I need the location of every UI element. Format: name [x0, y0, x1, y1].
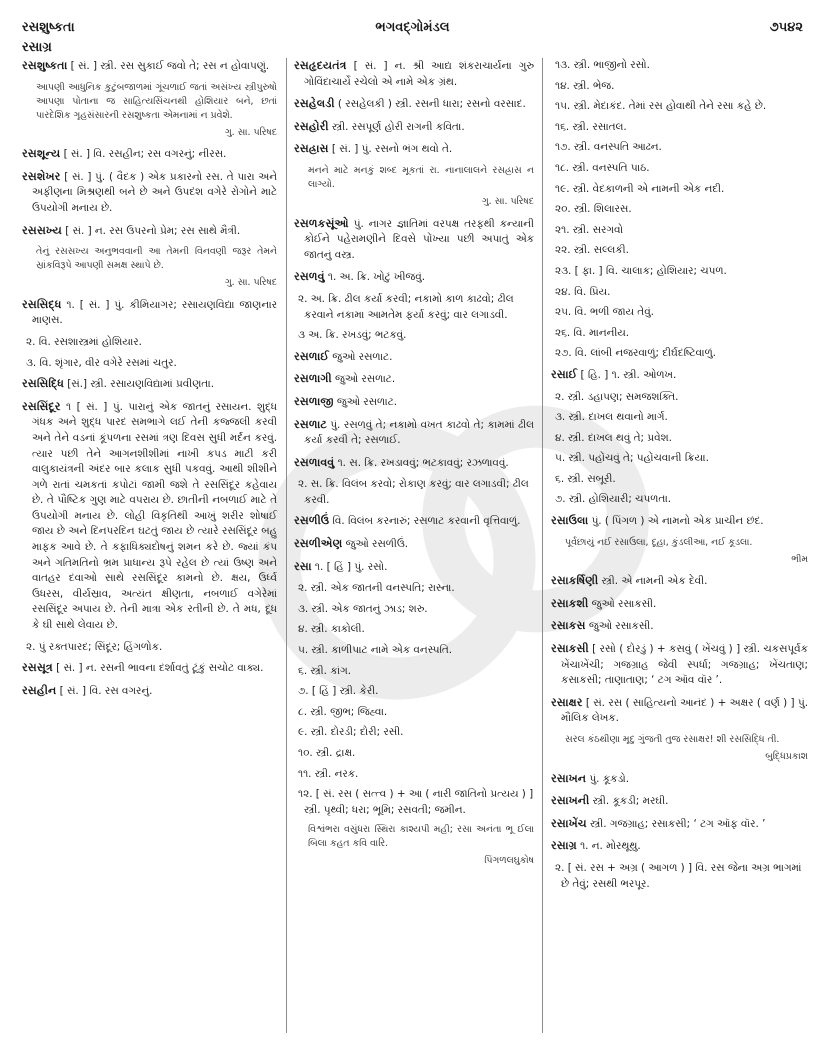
headword: રસળાજી [294, 394, 334, 408]
dictionary-entry [551, 367, 808, 384]
sense-line: ૩ અ. ક્રિ. રખડવું; ભટકવું. [298, 329, 407, 342]
headword: રસહૃદયતંત્ર [294, 59, 347, 72]
sense-line: ૨૨. સ્ત્રી. સલ્લકી. [555, 244, 629, 257]
dictionary-entry [22, 297, 277, 329]
definition: ૧. [ સં. ] પું. કીમિયાગર; રસાયણવિદ્યા જાણનાર માણસ. [32, 298, 277, 327]
dictionary-entry [22, 660, 277, 677]
dictionary-entry [294, 216, 534, 264]
dictionary-entry [294, 513, 534, 530]
column-middle [294, 58, 534, 1048]
dictionary-entry [294, 96, 534, 113]
citation-quote: સરલ કંઠથીણા મૃદુ ગુંજતી તુજ રસાક્ષર! શી રસસિદ્ધિ તી. [565, 734, 780, 745]
dictionary-entry [294, 349, 534, 366]
headword: રસહેલડી [294, 97, 335, 111]
sense-line: ૪. સ્ત્રી. કાકોલી. [298, 623, 365, 636]
page-number: ૭૫૪૨ [769, 20, 803, 35]
definition: જુઓ રસાકસી. [591, 597, 657, 610]
citation-quote: મનને માટે મનકું શબ્દ મૂકતાં રા. નાનાલાલને રસહ્રાસ ન લાગ્યો. [308, 164, 534, 190]
headword: રસાકસ [551, 619, 586, 633]
definition: સ્ત્રી. ગજગ્રાહ; રસાકસી; ‘ ટગ ઑફ વૉર. ’ [590, 817, 766, 830]
headword: રસળવું [294, 270, 325, 284]
citation-quote: આપણી આધુનિક કુટુંબજાળમાં ગૂંચળાઈ જતાં અસંખ્ય સ્ત્રીપુરુષો આપણા પોતાના જ સાહિત્યસિંચનથી હોશિયાર બને, છતાં પારદેશિક ગૃહસંસારની રસશુષ્કતા એમનામાં ન પ્રવેશે. [36, 81, 277, 121]
headword: રસસિદ્ધિ [22, 377, 64, 391]
definition: [ સં. ] ન. રસ ઉપરનો પ્રેમ; રસ સાથે મૈત્રી. [65, 224, 241, 237]
headword: રસળાગી [294, 372, 332, 386]
dictionary-entry [551, 641, 808, 689]
headword: રસળાઈ [294, 349, 329, 363]
citation-source: પિંગળલઘુકોષ [484, 855, 534, 867]
headword: રસાગ્ર [551, 839, 577, 853]
citation-source: બુદ્ધિપ્રકાશ [765, 751, 808, 762]
sense-line: ૨૪. વિ. પ્રિય. [555, 285, 611, 298]
sense-line: ૪. સ્ત્રી. દાખલ થવું તે; પ્રવેશ. [555, 431, 672, 444]
dictionary-entry [294, 559, 534, 576]
headword: રસશૂન્ય [22, 147, 61, 161]
headword: રસસિદ્ધ [22, 297, 62, 311]
dictionary-entry [294, 58, 534, 90]
definition: [ સં. ] વિ. રસહીન; રસ વગરનું; નીરસ. [63, 148, 227, 161]
definition: સ્ત્રી. રસપૂર્ણ હોરી રાગની કવિતા. [331, 120, 465, 133]
sense-line: ૨. સ. ક્રિ. વિલંબ કરવો; રોકાણ કરવું; વાર લગાડવી; ઢીલ કરવી. [298, 478, 529, 506]
sense-line: ૧૮. સ્ત્રી. વનસ્પતિ પાઠ. [555, 161, 650, 174]
sense-line: ૨. સ્ત્રી. એક જાતની વનસ્પતિ; રાસ્ના. [298, 582, 455, 595]
dictionary-entry [22, 399, 277, 634]
citation-source: ભીમ [791, 553, 808, 565]
sense-line: ૨. પું રક્તપારદ; સિંદૂર; હિંગળોક. [26, 640, 163, 653]
sense-line: ૧૨. [ સં. રસ ( સત્ત્વ ) + આ ( નારી જાતિનો પ્રત્યય ) ] સ્ત્રી. પૃથ્વી; ધરા; ભૂમિ; રસવતી; જમીન. [298, 788, 534, 816]
headword: રસહોરી [294, 119, 329, 133]
column-divider [286, 58, 287, 1033]
sense-line: ૮. સ્ત્રી. જીભ; જિહ્વા. [298, 705, 388, 718]
headword: રસાકસી [551, 642, 589, 656]
headword: રસાખેંચ [551, 816, 587, 830]
dictionary-entry [551, 771, 808, 788]
definition: [ સં. ] ન. શ્રી આદ્ય શંકરાચાર્યના ગુરુ ગોવિંદાચાર્યે રચેલો એ નામે એક ગ્રંથ. [304, 60, 534, 88]
headword: રસા [294, 559, 312, 573]
headword: રસાકર્ષિણી [551, 574, 599, 588]
definition: [ રસો ( દોરડું ) + કસવું ( ખેંચવું ) ] સ્ત્રી. ચકસપૂર્વક ખેંચાખેંચી; ગજગ્રાહ જેવી સ્પર્ધા; ગજગ્રાહ; ખેંચતાણ; કસાકસી; તાણાતાણ; ‘ ટગ ઑવ વૉર ’. [561, 643, 808, 687]
sense-line: ૧૯. સ્ત્રી. વેદકાળની એ નામની એક નદી. [555, 182, 725, 195]
sense-line: ૨૬. વિ. માનનીય. [555, 326, 630, 339]
citation-quote: તેનું રસસખ્ય અનુભવવાની આ તેમની વિનવણી જરૂર તેમને સ્રાંકવિરૂપે આપણી સમક્ષ સ્થાપે છે. [36, 246, 277, 272]
definition: ૧ [ સં. ] પું. પારાનું એક જાતનું રસાયન. શુદ્ધ ગંધક અને શુદ્ધ પારદ સમભાગે લઈ તેની કજ્જલી કરવી અને તેને વડનાં કૂંપળના રસમાં ત્રણ દિવસ સુધી મર્દન કરવું. ત્યાર પછી તેને આગનશીશીમાં નાખી કપડ માટી કરી વાલુકાયંત્રની અંદર બાર કલાક સુધી પકવવું. આથી શીશીને ગળે રાતાં ચમકતાં કપોટાં જામી જશે તે રસસિંદૂર કહેવાય છે. તે પૌષ્ટિક ગુણ માટે વપરાય છે. છાતીની નબળાઈ માટે તે ઉપયોગી મનાય છે. લોહી વિકૃતિથી આખું શરીર શોષાઈ જાય છે અને દિનપરદિન ઘટતું જાય છે ત્યારે રસસિંદૂર બહુ માફક આવે છે. તે કફાધિક્યદોષનું શમન કરે છે. જ્યાં કંપ અને ગતિમતિનો ભ્રમ પ્રાધાન્ય રૂપે રહેલ છે ત્યાં ઉષ્ણ અને વાતહર દવાઓ સાથે રસસિંદૂર કામનો છે. ક્ષય, ઉર્ધ્વ ઉધરસ, વીર્યસ્રાવ, અત્યંત ક્ષીણતા, નબળાઈ વગેરેમાં રસસિંદૂર અપાય છે. તેની માત્રા એક રતીની છે. તે મધ, દૂધ કે ઘી સાથે લેવાય છે. [32, 400, 277, 632]
sense-line: ૧૦. સ્ત્રી. દ્રાક્ષ. [298, 747, 356, 759]
sense-line: ૧૭. સ્ત્રી. વનસ્પતિ આઢન. [555, 141, 662, 154]
sense-line: ૭. સ્ત્રી. હોશિયારી; ચપળતા. [555, 493, 672, 506]
dictionary-entry [551, 513, 808, 530]
headword: રસાક્ષર [551, 695, 583, 709]
dictionary-entry [294, 417, 534, 449]
headword: રસળીએણ [294, 537, 343, 551]
dictionary-entry [294, 141, 534, 158]
definition: [ સં. ] ન. રસની ભાવના દર્શાવતું ટૂંકું સચોટ વાક્ય. [56, 662, 264, 675]
dictionary-columns [22, 58, 808, 1048]
dictionary-entry [294, 536, 534, 553]
sense-line: ૧૬. સ્ત્રી. રસાતલ. [555, 120, 627, 133]
sense-line: ૫. સ્ત્રી. પહોંચવું તે; પહોંચવાની ક્રિયા. [555, 452, 709, 465]
sense-line: ૬. સ્ત્રી. સબૂરી. [555, 472, 616, 485]
definition: પું. ( પિંગળ ) એ નામનો એક પ્રાચીન છંદ. [591, 515, 764, 528]
definition: ૧. અ. ક્રિ. ખોટું ખીજવું. [327, 271, 426, 284]
sense-line: ૨૩. [ ફા. ] વિ. ચાલાક; હોશિયાર; ચપળ. [555, 264, 727, 277]
dictionary-entry [22, 223, 277, 240]
page-header [22, 14, 803, 54]
dictionary-entry [22, 169, 277, 217]
headword: રસાખની [551, 794, 590, 808]
dictionary-entry [22, 683, 277, 700]
definition: પું. કૂકડો. [589, 772, 630, 785]
definition: [ સં. ] વિ. રસ વગરનું. [59, 684, 153, 697]
sense-line: ૯. સ્ત્રી. દોરડી; દોરી; રસી. [298, 726, 404, 739]
definition: ૧. ન. મોરથૂથુ. [580, 840, 641, 853]
definition: સ્ત્રી. એ નામની એક દેવી. [601, 575, 708, 588]
definition: જુઓ રસળાટ. [332, 350, 393, 363]
citation-source: ગુ. સા. પરિષદ [224, 126, 277, 138]
headword: રસશેખર [22, 169, 61, 183]
headword: રસળાવવું [294, 455, 335, 469]
dictionary-entry [294, 269, 534, 286]
definition: સ્ત્રી. કૂકડી; મરઘી. [592, 795, 669, 808]
definition: વિ. વિલંબ કરનારું; રસળાટ કરવાની વૃત્તિવાળું. [332, 515, 521, 528]
definition: [ સં. ] પું. ( વૈદક ) એક પ્રકારનો રસ. તે પારા અને અફીણના મિશ્રણથી બને છે અને ઉપદંશ વગેરે રોગોને માટે ઉપયોગી મનાય છે. [32, 170, 277, 214]
sense-line: ૧૪. સ્ત્રી. ભેજ. [555, 79, 615, 92]
definition: પું. રસળવું તે; નકામો વખત કાઢવો તે; કામમાં ઢીલ કર્યા કરવી તે; રસળાઈ. [304, 418, 534, 447]
headword: રસસખ્ય [22, 223, 62, 237]
sense-line: ૧૩. સ્ત્રી. ભાજીનો રસો. [555, 59, 650, 71]
sense-line: ૨. સ્ત્રી. ડહાપણ; સમજશક્તિ. [555, 390, 679, 403]
sense-line: ૨. અ. ક્રિ. ઢીલ કર્યા કરવી; નકામો કાળ કાઢવો; ઢીલ કરવાને નકામા આમતેમ ફર્યા કરવું; વાર લગાડવી. [298, 292, 514, 321]
sense-line: ૧૧. સ્ત્રી. નરક. [298, 767, 359, 780]
sense-line: ૩. સ્ત્રી. એક જાતનું ઝાડ; શરુ. [298, 602, 428, 615]
dictionary-entry [294, 119, 534, 136]
definition: ( રસહેલકી ) સ્ત્રી. રસની ધારા; રસનો વરસાદ. [337, 98, 526, 111]
definition: જુઓ રસળીઉં. [345, 538, 409, 551]
citation-quote: પૂર્વછાયું નઈ રસાઉલા, દૂહા, કુંડલીઆ, નઈ કૂડલા. [565, 536, 753, 548]
running-title: ભગવદ્ગોમંડલ [375, 20, 450, 35]
headword: રસળકસૂંઓ [294, 216, 349, 230]
guide-word-first: રસશુષ્કતા [22, 20, 75, 35]
headword: રસસિંદૂર [22, 399, 61, 413]
headword: રસહીન [22, 683, 57, 697]
headword: રસસૂત્ર [22, 661, 53, 675]
definition: ૧. સ. ક્રિ. રખડાવવું; ભટકાવવું; રઝળાવવું. [337, 456, 509, 469]
sense-line: ૨૦. સ્ત્રી. શિલારસ. [555, 203, 632, 216]
headword: રસાઉલા [551, 514, 589, 528]
definition: જુઓ રસળાટ. [336, 395, 398, 408]
definition: જુઓ રસળાટ. [335, 373, 396, 386]
dictionary-entry [294, 371, 534, 388]
dictionary-entry [551, 573, 808, 590]
citation-source: ગુ. સા. પરિષદ [224, 277, 277, 289]
definition: ૧. [ હિં ] પું. રસો. [314, 560, 388, 573]
dictionary-entry [22, 376, 277, 393]
dictionary-entry [22, 146, 277, 163]
sense-line: ૧૫. સ્ત્રી. મેદાકંદ. તેમાં રસ હોવાથી તેને રસા કહે છે. [555, 100, 767, 113]
dictionary-entry [294, 455, 534, 472]
headword: રસહ્રાસ [294, 142, 329, 156]
sense-line: ૬. સ્ત્રી. કાંગ. [298, 664, 352, 677]
dictionary-entry [551, 618, 808, 635]
definition: [ સં. ] સ્ત્રી. રસ સુકાઈ જવો તે; રસ ન હોવાપણું. [70, 60, 270, 72]
definition: પું. નાગર જ્ઞાતિમાં વરપક્ષ તરફથી કન્યાની કોઈને પહેરામણીને દિવસે પોંખ્યા પછી અપાતું એક જાતનું વસ્ત્ર. [304, 217, 534, 261]
sense-line: ૨. [ સં. રસ + અગ્ર ( આગળ ) ] વિ. રસ જેના અગ્ર ભાગમાં છે તેવું; રસથી ભરપૂર. [555, 861, 802, 890]
definition: જુઓ રસાકસી. [588, 620, 654, 633]
dictionary-entry [551, 695, 808, 727]
citation-source: ગુ. સા. પરિષદ [481, 195, 534, 207]
dictionary-entry [551, 816, 808, 833]
sense-line: ૨. વિ. રસશાસ્ત્રમાં હોશિયાર. [26, 335, 142, 348]
headword: રસશુષ્કતા [22, 59, 68, 72]
column-divider [542, 58, 543, 1033]
dictionary-entry [551, 838, 808, 855]
headword: રસાઈ [551, 367, 578, 381]
column-right [551, 58, 808, 1048]
headword: રસળીઉં [294, 514, 330, 528]
dictionary-entry [294, 394, 534, 411]
guide-word-last: રસાગ્ર [22, 40, 52, 55]
headword: રસળાટ [294, 417, 327, 431]
dictionary-entry [551, 793, 808, 810]
definition: [ સં. ] પું. રસનો ભંગ થવો તે. [331, 143, 453, 156]
sense-line: ૨૭. વિ. લાંબી નજરવાળું; દીર્ઘદષ્ટિવાળું. [555, 347, 716, 360]
definition: [ સં. રસ ( સાહિત્યનો આનંદ ) + અક્ષર ( વર્ણ ) ] પું. મૌલિક લેખક. [561, 696, 808, 725]
column-left [22, 58, 277, 1048]
sense-line: ૩. વિ. શૃંગાર, વીર વગેરે રસમાં ચતુર. [26, 356, 177, 369]
sense-line: ૫. સ્ત્રી. કાળીપાટ નામે એક વનસ્પતિ. [298, 644, 453, 657]
dictionary-entry [551, 596, 808, 613]
sense-line: ૭. [ હિં ] સ્ત્રી. કેરી. [298, 685, 379, 698]
sense-line: ૨૧. સ્ત્રી. સરગવો [555, 223, 624, 236]
sense-line: ૨૫. વિ. ભળી જાય તેવું. [555, 306, 654, 319]
headword: રસાખન [551, 771, 587, 785]
definition: [ હિ. ] ૧. સ્ત્રી. ઓળખ. [580, 368, 677, 381]
citation-quote: વિશ્વંભરા વસુંધરા સ્થિરા કાશ્યપી મહી; રસા અનંતા ભૂ ઈલા બિલા કહત કવિ વારિ. [308, 824, 534, 850]
dictionary-entry [22, 58, 277, 75]
sense-line: ૩. સ્ત્રી. દાખલ થવાનો માર્ગ. [555, 411, 668, 424]
definition: [સં.] સ્ત્રી. રસાયણવિદ્યામાં પ્રવીણતા. [67, 378, 215, 391]
headword: રસાકશી [551, 596, 589, 610]
